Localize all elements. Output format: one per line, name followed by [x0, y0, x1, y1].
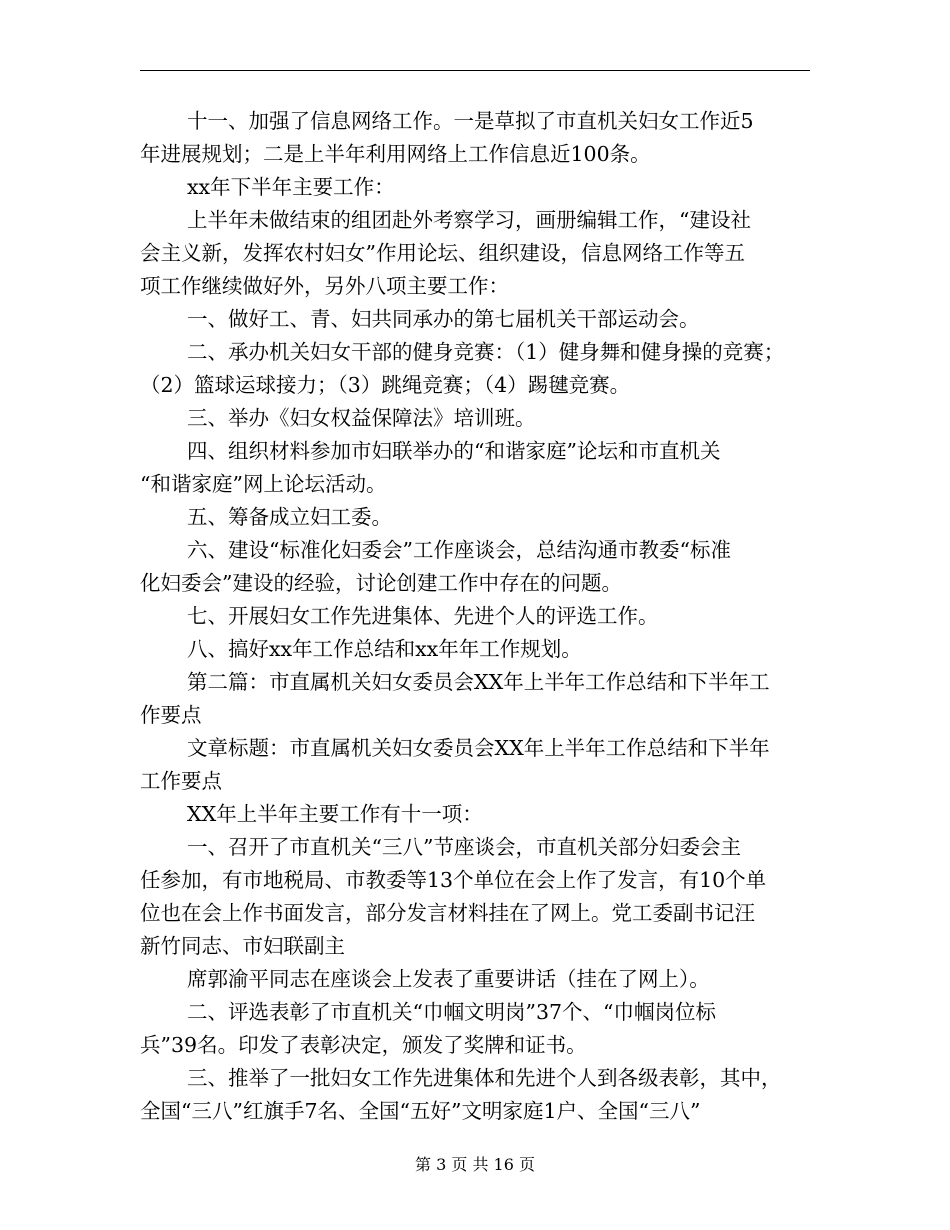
text-line: 兵”39名。印发了表彰决定，颁发了奖牌和证书。 — [140, 1033, 587, 1057]
paragraph — [140, 171, 820, 204]
text-line: 六、建设“标准化妇委会”工作座谈会，总结沟通市教委“标准 — [187, 538, 731, 562]
paragraph — [140, 1062, 820, 1128]
paragraph — [140, 798, 820, 831]
text-line: 四、组织材料参加市妇联举办的“和谐家庭”论坛和市直机关 — [187, 439, 721, 463]
text-line: 三、举办《妇女权益保障法》培训班。 — [187, 406, 536, 430]
text-line: 作要点 — [140, 703, 202, 727]
text-line: （2）篮球运球接力；（3）跳绳竞赛；（4）踢毽竞赛。 — [140, 373, 631, 397]
paragraph — [140, 633, 820, 666]
text-line: “和谐家庭”网上论坛活动。 — [140, 472, 387, 496]
text-line: 五、筹备成立妇工委。 — [187, 505, 392, 529]
text-line: 七、开展妇女工作先进集体、先进个人的评选工作。 — [187, 604, 659, 628]
paragraph — [140, 534, 820, 600]
text-line: 席郭渝平同志在座谈会上发表了重要讲话（挂在了网上）。 — [187, 967, 710, 991]
paragraph — [140, 303, 820, 336]
text-line: 八、搞好xx年工作总结和xx年年工作规划。 — [187, 637, 582, 661]
text-line: 全国“三八”红旗手7名、全国“五好”文明家庭1户、全国“三八” — [140, 1099, 701, 1123]
paragraph — [140, 336, 820, 402]
paragraph — [140, 996, 820, 1062]
paragraph — [140, 105, 820, 171]
text-line: XX年上半年主要工作有十一项： — [187, 802, 483, 826]
text-line: 一、做好工、青、妇共同承办的第七届机关干部运动会。 — [187, 307, 700, 331]
text-line: 化妇委会”建设的经验，讨论创建工作中存在的问题。 — [140, 571, 622, 595]
paragraph — [140, 666, 820, 732]
text-line: 上半年未做结束的组团赴外考察学习，画册编辑工作，“建设社 — [187, 208, 751, 232]
text-line: 会主义新，发挥农村妇女”作用论坛、组织建设，信息网络工作等五 — [140, 241, 745, 265]
text-line: 项工作继续做好外，另外八项主要工作： — [140, 274, 509, 298]
text-line: 三、推举了一批妇女工作先进集体和先进个人到各级表彰，其中， — [187, 1066, 782, 1090]
text-line: 新竹同志、市妇联副主 — [140, 934, 345, 958]
document-body — [140, 105, 820, 1128]
text-line: 位也在会上作书面发言，部分发言材料挂在了网上。党工委副书记汪 — [140, 901, 755, 925]
paragraph — [140, 963, 820, 996]
header-rule — [140, 70, 810, 71]
page-footer: 第 3 页 共 16 页 — [415, 1155, 535, 1174]
text-line: 工作要点 — [140, 769, 222, 793]
text-line: 年进展规划；二是上半年利用网络上工作信息近100条。 — [140, 142, 651, 166]
text-line: 一、召开了市直机关“三八”节座谈会，市直机关部分妇委会主 — [187, 835, 741, 859]
text-line: xx年下半年主要工作： — [187, 175, 395, 199]
text-line: 二、承办机关妇女干部的健身竞赛：（1）健身舞和健身操的竞赛； — [187, 340, 785, 364]
paragraph — [140, 600, 820, 633]
paragraph — [140, 732, 820, 798]
paragraph — [140, 435, 820, 501]
paragraph — [140, 501, 820, 534]
paragraph — [140, 831, 820, 963]
text-line: 第二篇：市直属机关妇女委员会XX年上半年工作总结和下半年工 — [187, 670, 770, 694]
text-line: 十一、加强了信息网络工作。一是草拟了市直机关妇女工作近5 — [187, 109, 754, 133]
text-line: 文章标题：市直属机关妇女委员会XX年上半年工作总结和下半年 — [187, 736, 770, 760]
paragraph — [140, 204, 820, 303]
text-line: 二、评选表彰了市直机关“巾帼文明岗”37个、“巾帼岗位标 — [187, 1000, 717, 1024]
paragraph — [140, 402, 820, 435]
text-line: 任参加，有市地税局、市教委等13个单位在会上作了发言，有10个单 — [140, 868, 767, 892]
